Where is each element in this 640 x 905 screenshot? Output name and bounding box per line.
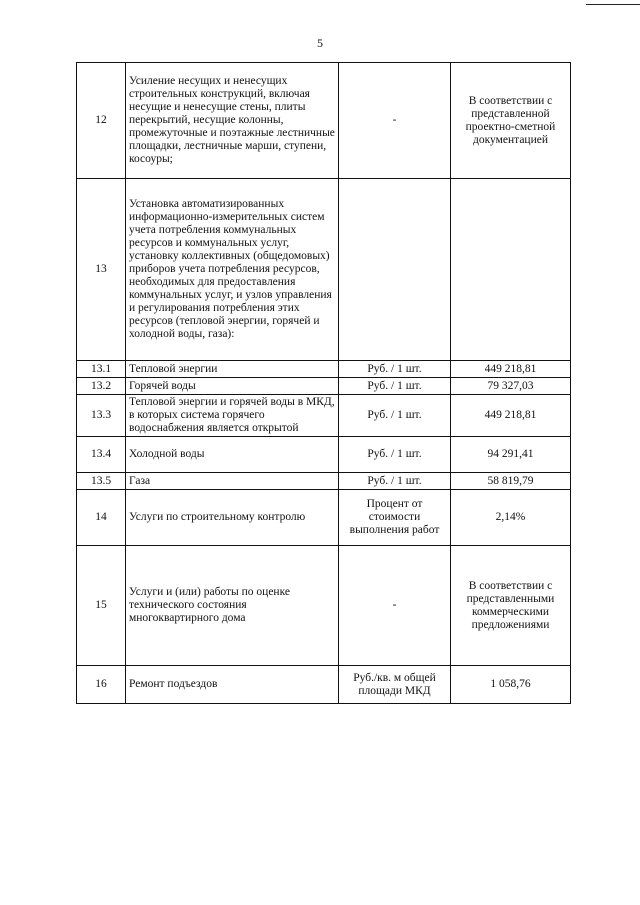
work-name: Услуги по строительному контролю [126,490,339,546]
row-number: 13.1 [77,361,126,378]
cost-value: 58 819,79 [451,473,571,490]
works-cost-table [76,62,571,704]
unit-of-measure: Руб. / 1 шт. [339,473,451,490]
cost-value: 2,14% [451,490,571,546]
table-row [77,361,571,378]
work-name: Услуги и (или) работы по оценке технического состояния многоквартирного дома [126,546,339,666]
cost-value: 449 218,81 [451,361,571,378]
work-name: Газа [126,473,339,490]
row-number: 16 [77,666,126,704]
unit-of-measure: - [339,63,451,179]
cost-value: 79 327,03 [451,378,571,395]
table-row [77,473,571,490]
unit-of-measure: Руб./кв. м общей площади МКД [339,666,451,704]
unit-of-measure [339,179,451,361]
row-number: 13.5 [77,473,126,490]
table-row [77,437,571,473]
row-number: 14 [77,490,126,546]
table-row [77,546,571,666]
unit-of-measure: Руб. / 1 шт. [339,437,451,473]
unit-of-measure: Руб. / 1 шт. [339,361,451,378]
table-row [77,179,571,361]
row-number: 15 [77,546,126,666]
work-name: Горячей воды [126,378,339,395]
top-margin-rule [586,4,640,5]
work-name: Ремонт подъездов [126,666,339,704]
row-number: 13.2 [77,378,126,395]
page-number: 5 [317,36,323,50]
row-number: 12 [77,63,126,179]
unit-of-measure: Руб. / 1 шт. [339,378,451,395]
cost-value: 449 218,81 [451,395,571,437]
cost-value: 1 058,76 [451,666,571,704]
row-number: 13 [77,179,126,361]
unit-of-measure: Руб. / 1 шт. [339,395,451,437]
cost-value [451,179,571,361]
row-number: 13.3 [77,395,126,437]
table-row [77,666,571,704]
work-name: Установка автоматизированных информационно-измерительных систем учета потребления коммунальных ресурсов и коммунальных услуг, установку коллективных (общедомовых) приборов учета потребления ресурсов, необходимых для предоставления коммунальных услуг, и узлов управления и регулирования потребления этих ресурсов (тепловой энергии, горячей и холодной воды, газа): [126,179,339,361]
table-row [77,490,571,546]
table-row [77,395,571,437]
cost-value: В соответствии с представленной проектно-сметной документацией [451,63,571,179]
table-row [77,378,571,395]
unit-of-measure: Процент от стоимости выполнения работ [339,490,451,546]
work-name: Тепловой энергии и горячей воды в МКД, в которых система горячего водоснабжения является открытой [126,395,339,437]
work-name: Тепловой энергии [126,361,339,378]
work-name: Холодной воды [126,437,339,473]
unit-of-measure: - [339,546,451,666]
row-number: 13.4 [77,437,126,473]
table-row [77,63,571,179]
cost-value: 94 291,41 [451,437,571,473]
cost-value: В соответствии с представленными коммерческими предложениями [451,546,571,666]
work-name: Усиление несущих и ненесущих строительных конструкций, включая несущие и ненесущие стены, плиты перекрытий, несущие колонны, промежуточные и поэтажные лестничные площадки, лестничные марши, ступени, косоуры; [126,63,339,179]
